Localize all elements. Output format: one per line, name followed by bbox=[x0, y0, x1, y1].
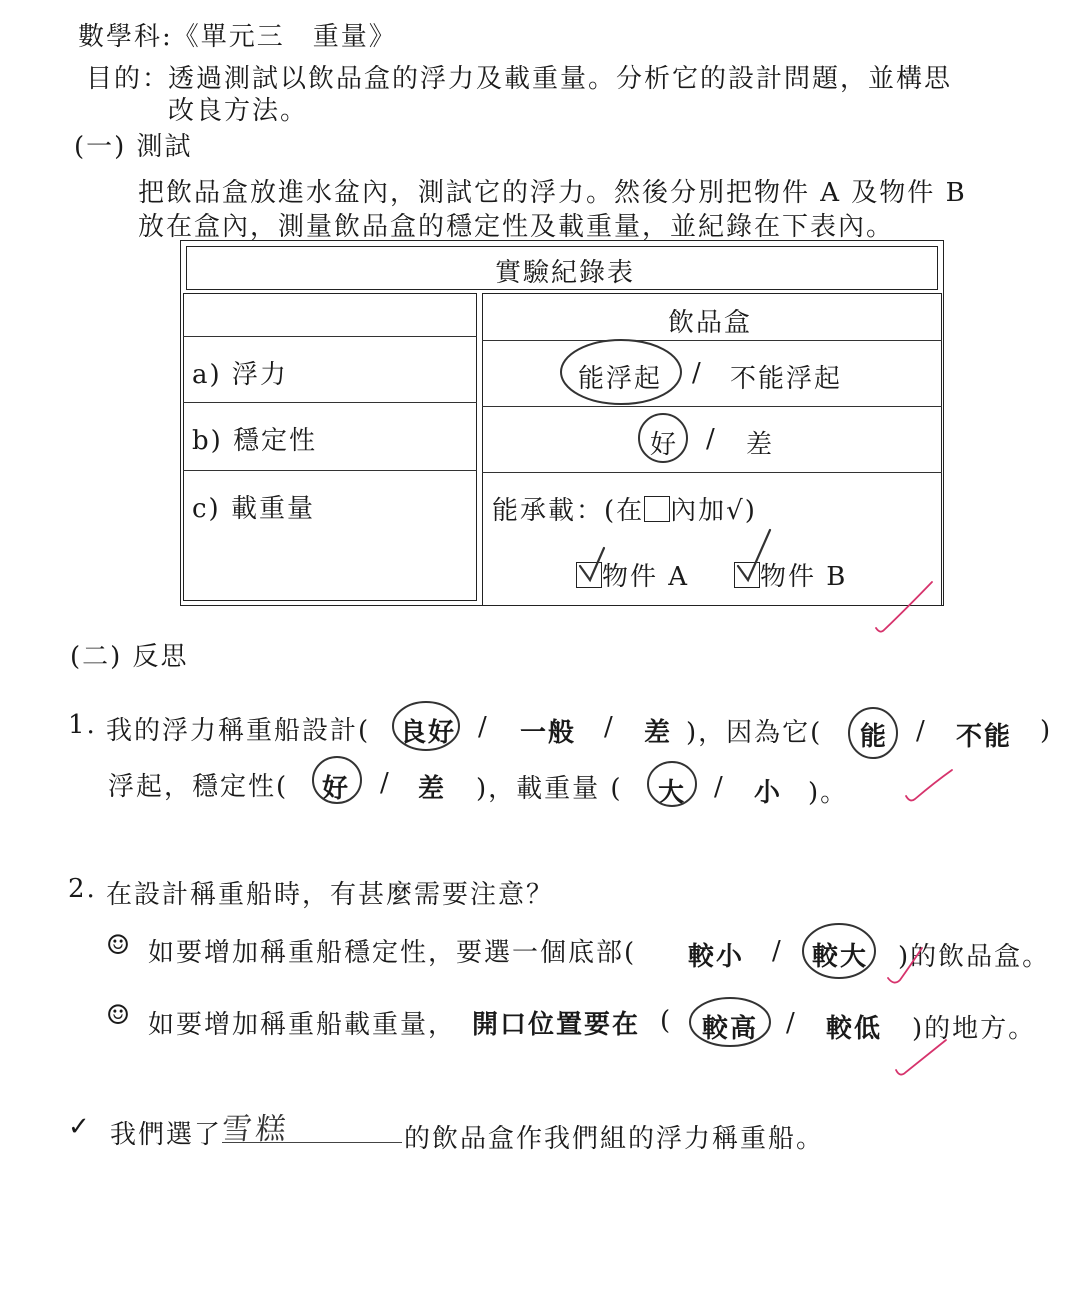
row-label-stability: b) 穩定性 bbox=[192, 426, 318, 456]
load-prompt bbox=[492, 490, 757, 527]
q2-number: 2. bbox=[68, 874, 97, 904]
check-symbol: √ bbox=[726, 496, 745, 526]
q2-text-a2: 如要增加稱重船載重量， bbox=[148, 1010, 457, 1040]
q1-option-large: 大 bbox=[658, 778, 687, 808]
load-prompt-b: 內加 bbox=[670, 496, 727, 526]
q2-text: 在設計稱重船時，有甚麼需要注意？ bbox=[106, 880, 555, 910]
separator: / bbox=[692, 358, 703, 388]
instruction-line-1: 把飲品盒放進水盆內，測試它的浮力。然後分別把物件 A 及物件 B bbox=[138, 178, 967, 208]
q2-text-a1: 如要增加稱重船穩定性，要選一個底部( bbox=[148, 938, 637, 968]
q2-option-smaller: 較小 bbox=[688, 942, 745, 972]
row-line bbox=[183, 336, 477, 337]
checkbox-item-a[interactable] bbox=[576, 562, 602, 588]
smiley-icon: ☺ bbox=[106, 930, 133, 961]
q1-text-e: )，載重量 ( bbox=[476, 774, 623, 804]
separator: / bbox=[786, 1008, 797, 1038]
q1-text-b: )，因為它( bbox=[686, 718, 823, 748]
q2-option-lower: 較低 bbox=[826, 1014, 883, 1044]
final-text-b: 的飲品盒作我們組的浮力稱重船。 bbox=[404, 1124, 825, 1154]
q1-text-d: 浮起，穩定性( bbox=[108, 772, 289, 802]
row-line bbox=[183, 470, 477, 471]
item-a-option[interactable] bbox=[576, 556, 689, 593]
option-can-float: 能浮起 bbox=[578, 364, 663, 394]
option-good: 好 bbox=[650, 430, 679, 460]
item-b-label: 物件 B bbox=[760, 562, 848, 592]
instruction-line-2: 放在盒內，測量飲品盒的穩定性及載重量，並紀錄在下表內。 bbox=[138, 212, 895, 242]
q2-option-higher: 較高 bbox=[702, 1014, 759, 1044]
row-label-buoyancy: a) 浮力 bbox=[192, 360, 288, 390]
q1-number: 1. bbox=[68, 710, 97, 740]
separator: / bbox=[772, 936, 783, 966]
q1-option-poor: 差 bbox=[644, 718, 673, 748]
separator: / bbox=[380, 768, 391, 798]
separator: / bbox=[916, 716, 927, 746]
part2-heading: (二) 反思 bbox=[70, 642, 189, 672]
row-line bbox=[183, 402, 477, 403]
row-label-load: c) 載重量 bbox=[192, 494, 315, 524]
q1-option-average: 一般 bbox=[520, 718, 577, 748]
purpose-label: 目的： bbox=[86, 64, 171, 94]
q1-option-small: 小 bbox=[754, 778, 783, 808]
q2-text-a2b: 開口位置要在 bbox=[472, 1010, 641, 1040]
q1-option-cannot: 不能 bbox=[956, 722, 1013, 752]
q2-text-a2c: ( bbox=[660, 1006, 673, 1036]
separator: / bbox=[478, 712, 489, 742]
row-line bbox=[482, 406, 942, 407]
checkbox-sample bbox=[644, 496, 670, 522]
q1-option-good-stability: 好 bbox=[322, 774, 351, 804]
part1-heading: (一) 測試 bbox=[74, 132, 193, 162]
teacher-ticks bbox=[876, 582, 952, 1075]
column-header: 飲品盒 bbox=[668, 308, 753, 338]
item-b-option[interactable] bbox=[734, 556, 847, 593]
separator: / bbox=[706, 424, 717, 454]
smiley-icon: ☺ bbox=[106, 1000, 133, 1031]
tick-mark bbox=[906, 770, 952, 800]
q1-option-can: 能 bbox=[860, 722, 889, 752]
purpose-line-2: 改良方法。 bbox=[168, 96, 309, 126]
q2-text-b1: )的飲品盒。 bbox=[898, 942, 1051, 972]
q1-text-c: ) bbox=[1040, 716, 1053, 746]
table-title: 實驗紀錄表 bbox=[495, 258, 636, 288]
final-text-a: 我們選了 bbox=[110, 1120, 223, 1150]
answer-blank-line bbox=[222, 1142, 402, 1143]
q2-option-larger: 較大 bbox=[812, 942, 869, 972]
q1-text-f: )。 bbox=[808, 778, 849, 808]
handwritten-answer: 雪糕 bbox=[219, 1112, 292, 1147]
load-prompt-c: ) bbox=[744, 496, 757, 526]
final-check-icon: ✓ bbox=[68, 1112, 92, 1142]
q1-text-a: 我的浮力稱重船設計( bbox=[106, 716, 371, 746]
separator: / bbox=[604, 712, 615, 742]
item-a-label: 物件 A bbox=[602, 562, 690, 592]
subject-title: 數學科:《單元三 重量》 bbox=[78, 22, 397, 52]
q2-text-b2: )的地方。 bbox=[912, 1014, 1037, 1044]
purpose-line-1: 透過測試以飲品盒的浮力及載重量。分析它的設計問題，並構思 bbox=[168, 64, 953, 94]
q1-option-poor-stability: 差 bbox=[418, 774, 447, 804]
q1-option-good-design: 良好 bbox=[400, 718, 457, 748]
row-line bbox=[482, 472, 942, 473]
separator: / bbox=[714, 772, 725, 802]
load-prompt-a: 能承載：(在 bbox=[492, 496, 645, 526]
tick-mark bbox=[896, 1040, 946, 1075]
option-cannot-float: 不能浮起 bbox=[730, 364, 843, 394]
checkbox-item-b[interactable] bbox=[734, 562, 760, 588]
row-line bbox=[482, 340, 942, 341]
option-poor: 差 bbox=[746, 430, 775, 460]
